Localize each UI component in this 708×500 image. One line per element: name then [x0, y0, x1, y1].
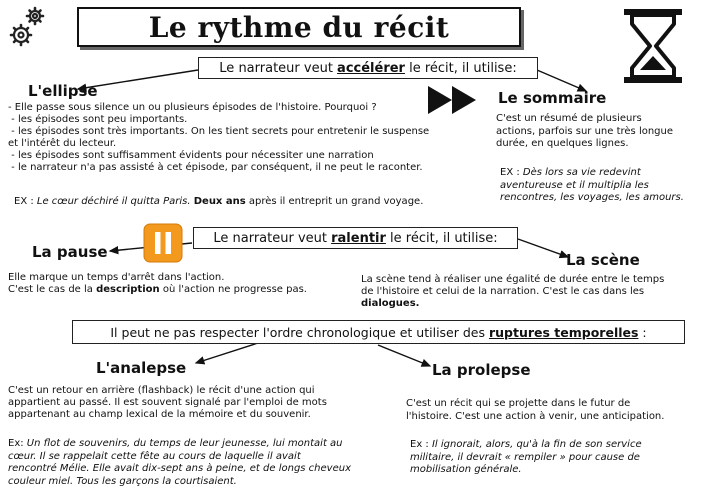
prolepse-example-line: militaire, il devrait « rempiler » pour cause de	[410, 451, 640, 463]
ellipse-example-rest: après il entreprit un grand voyage.	[245, 196, 424, 207]
ellipse-heading: L'ellipse	[28, 82, 98, 100]
accelerate-prompt-after: le récit, il utilise:	[404, 60, 517, 76]
prolepse-example-prefix: Ex :	[410, 439, 432, 450]
analepse-line: appartient au passé. Il est souvent signalé par l'emploi de mots	[8, 397, 327, 408]
analepse-example-line: couleur miel. Tous les garçons la courtisaient.	[8, 475, 237, 487]
sommaire-example-prefix: EX :	[500, 167, 523, 178]
analepse-heading: L'analepse	[96, 359, 187, 377]
analepse-line: C'est un retour en arrière (flashback) le récit d'une action qui	[8, 385, 315, 396]
slow-prompt-after: le récit, il utilise:	[385, 230, 498, 246]
pause-description	[8, 272, 307, 296]
analepse-line: appartenant au champ lexical de la mémoire et du souvenir.	[8, 409, 311, 420]
ellipse-line: - les épisodes sont suffisamment évidents pour nécessiter une narration	[8, 150, 374, 161]
sommaire-example	[500, 167, 684, 205]
accelerate-prompt-before: Le narrateur veut	[219, 60, 338, 76]
sommaire-line: C'est un résumé de plusieurs	[496, 113, 642, 124]
arrow-to-analepse	[196, 343, 258, 363]
ellipse-example	[14, 196, 423, 209]
scene-line-3-bold: dialogues.	[361, 298, 420, 309]
sommaire-example-line: aventureuse et il multiplia les	[500, 179, 649, 191]
pause-line-2-before: C'est le cas de la	[8, 284, 97, 295]
accelerate-prompt-box	[198, 57, 538, 79]
analepse-example	[8, 438, 351, 488]
temporal-order-box	[72, 320, 685, 344]
analepse-example-line: cœur. Il se rappelait cette fête au cours de laquelle il avait	[8, 450, 301, 462]
ellipse-line: - le narrateur n'a pas assisté à cet épisode, par conséquent, il ne peut le raconter.	[8, 162, 423, 173]
prolepse-description	[406, 397, 664, 423]
arrow-to-scene	[518, 239, 568, 257]
prolepse-line: l'histoire. C'est une action à venir, une anticipation.	[406, 411, 665, 422]
sommaire-description	[496, 113, 673, 151]
analepse-example-line: Un flot de souvenirs, du temps de leur jeunesse, lui montait au	[26, 438, 343, 449]
arrow-to-sommaire	[537, 70, 586, 91]
scene-line-2: de l'histoire et celui de la narration. C'est le cas dans les	[361, 286, 645, 297]
arrow-to-prolepse	[378, 345, 430, 366]
prolepse-example-line: Il ignorait, alors, qu'à la fin de son service	[431, 439, 642, 450]
analepse-example-prefix: Ex:	[8, 438, 27, 449]
order-text-after: :	[638, 324, 647, 340]
slow-prompt-before: Le narrateur veut	[213, 230, 332, 246]
ellipse-line: - les épisodes sont peu importants.	[8, 114, 188, 125]
ellipse-description	[8, 102, 429, 174]
ellipse-example-prefix: EX :	[14, 196, 37, 207]
sommaire-heading: Le sommaire	[498, 89, 607, 107]
prolepse-example-line: mobilisation générale.	[410, 464, 522, 475]
pause-heading: La pause	[32, 243, 108, 261]
page-title: Le rythme du récit	[77, 7, 521, 47]
prolepse-line: C'est un récit qui se projette dans le futur de	[406, 398, 631, 409]
prolepse-heading: La prolepse	[432, 361, 531, 379]
sommaire-line: actions, parfois sur une très longue	[496, 125, 674, 137]
ellipse-line: - Elle passe sous silence un ou plusieurs épisodes de l'histoire. Pourquoi ?	[8, 102, 377, 113]
sommaire-example-line: rencontres, les voyages, les amours.	[500, 192, 684, 203]
ellipse-line: et l'intérêt du lecteur.	[8, 138, 117, 149]
analepse-example-line: rencontré Mélie. Elle avait dix-sept ans à peine, et de longs cheveux	[8, 463, 351, 474]
fast-forward-icon	[426, 84, 480, 116]
scene-heading: La scène	[566, 251, 640, 269]
ellipse-example-bold: Deux ans	[193, 196, 246, 207]
sommaire-line: durée, en quelques lignes.	[496, 138, 629, 149]
scene-line-1: La scène tend à réaliser une égalité de durée entre le temps	[361, 274, 665, 285]
analepse-description	[8, 385, 327, 421]
pause-icon	[143, 223, 183, 263]
scene-description	[361, 274, 664, 310]
ellipse-example-italic: Le cœur déchiré il quitta Paris.	[36, 196, 194, 207]
accelerate-keyword: accélérer	[337, 60, 405, 76]
order-text-before: Il peut ne pas respecter l'ordre chronologique et utiliser des	[110, 324, 489, 340]
slow-prompt-box	[193, 227, 518, 249]
pause-line-1: Elle marque un temps d'arrêt dans l'action.	[8, 272, 225, 283]
ellipse-line: - les épisodes sont très importants. On les tient secrets pour entretenir le suspense	[8, 126, 430, 137]
slow-keyword: ralentir	[331, 230, 386, 246]
pause-line-2-bold: description	[96, 284, 160, 295]
sommaire-example-line: Dès lors sa vie redevint	[522, 167, 641, 178]
prolepse-example	[410, 439, 642, 477]
gears-icon	[8, 6, 48, 48]
hourglass-icon	[620, 6, 686, 86]
order-text-bold: ruptures temporelles	[488, 324, 639, 340]
pause-line-2-after: où l'action ne progresse pas.	[159, 284, 307, 295]
